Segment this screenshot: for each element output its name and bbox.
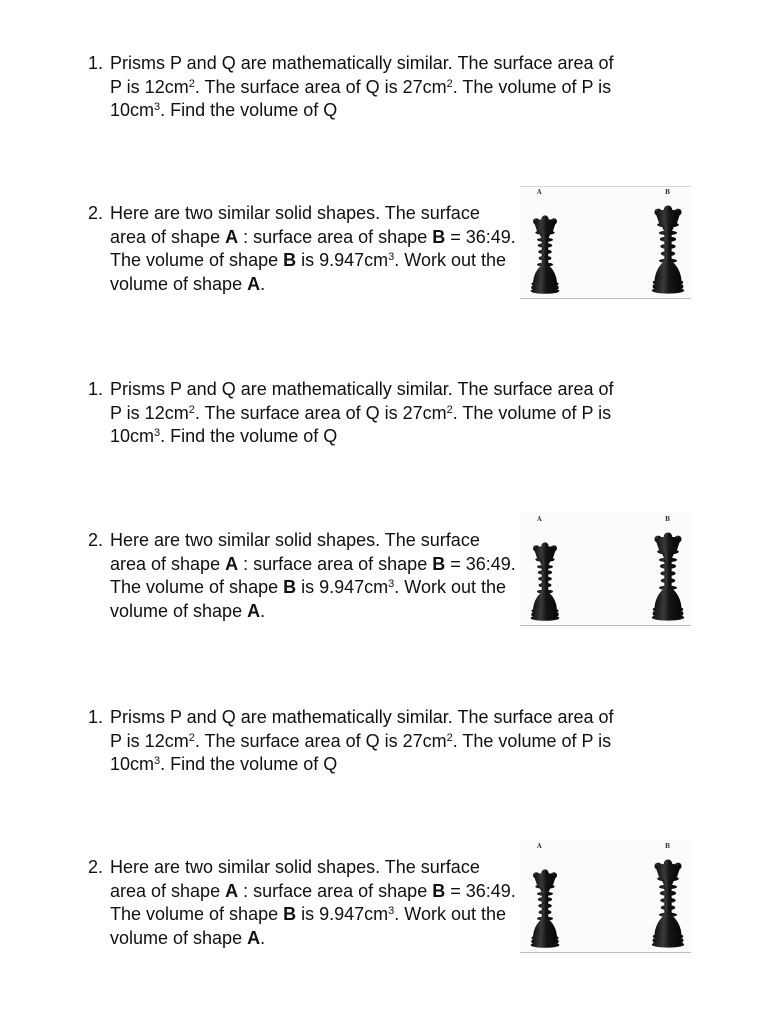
shape-b-label: B xyxy=(665,516,671,523)
question-number: 1. xyxy=(88,379,104,399)
question-2 xyxy=(88,202,520,296)
question-1 xyxy=(88,378,630,449)
similar-shapes-figure xyxy=(520,513,691,626)
question-text: Prisms P and Q are mathematically similar. The surface area of P is $12cm^2$. The surface area of Q is $27cm^2$. The volume of P is $10cm^3$. Find the volume of Q xyxy=(110,53,614,120)
question-number: 1. xyxy=(88,53,104,73)
shape-a-label: A xyxy=(537,189,542,196)
question-number: 2. xyxy=(88,203,104,223)
question-text: Prisms P and Q are mathematically similar. The surface area of P is $12cm^2$. The surface area of Q is $27cm^2$. The volume of P is $10cm^3$. Find the volume of Q xyxy=(110,707,614,774)
shape-b-label: B xyxy=(665,189,671,196)
question-number: 2. xyxy=(88,530,104,550)
shape-a-label: A xyxy=(537,843,542,850)
chess-piece-a-icon xyxy=(525,215,565,295)
question-text: Here are two similar solid shapes. The surface area of shape A : surface area of shape B = 36:49. The volume of shape B is $9.947cm^3$. Work out the volume of shape A. xyxy=(110,203,516,294)
question-text: Here are two similar solid shapes. The surface area of shape A : surface area of shape B = 36:49. The volume of shape B is $9.947cm^3$. Work out the volume of shape A. xyxy=(110,857,516,948)
chess-piece-b-icon xyxy=(648,532,688,622)
shape-b-label: B xyxy=(665,843,671,850)
question-text: Here are two similar solid shapes. The surface area of shape A : surface area of shape B = 36:49. The volume of shape B is $9.947cm^3$. Work out the volume of shape A. xyxy=(110,530,516,621)
question-1 xyxy=(88,52,630,123)
question-text: Prisms P and Q are mathematically similar. The surface area of P is $12cm^2$. The surface area of Q is $27cm^2$. The volume of P is $10cm^3$. Find the volume of Q xyxy=(110,379,614,446)
chess-piece-b-icon xyxy=(648,205,688,295)
question-1 xyxy=(88,706,630,777)
shape-a-label: A xyxy=(537,516,542,523)
chess-piece-a-icon xyxy=(525,869,565,949)
question-2 xyxy=(88,529,520,623)
chess-piece-b-icon xyxy=(648,859,688,949)
question-number: 1. xyxy=(88,707,104,727)
question-number: 2. xyxy=(88,857,104,877)
question-2 xyxy=(88,856,520,950)
similar-shapes-figure xyxy=(520,840,691,953)
chess-piece-a-icon xyxy=(525,542,565,622)
similar-shapes-figure xyxy=(520,186,691,299)
